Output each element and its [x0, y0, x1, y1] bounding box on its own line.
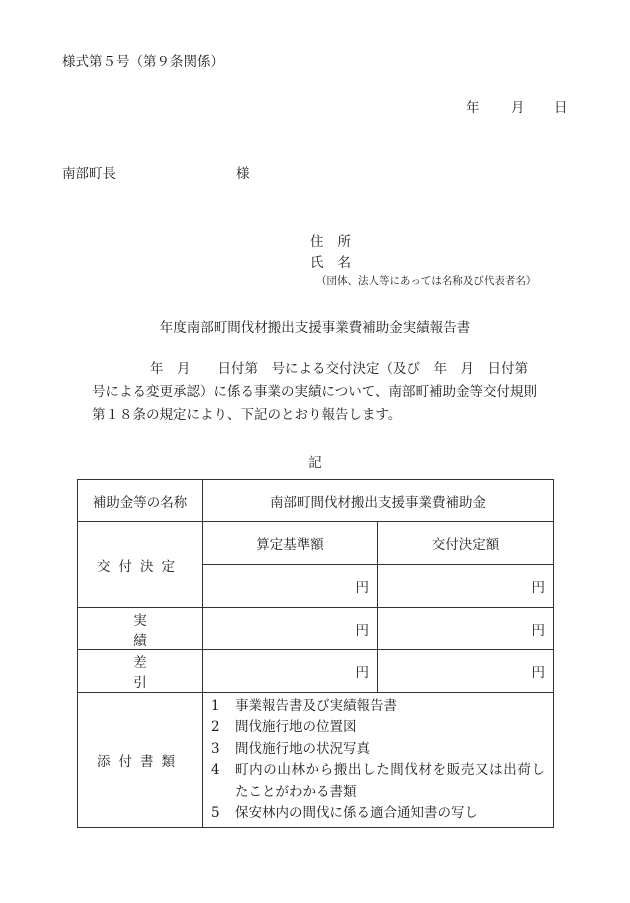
decision-header-row [78, 522, 554, 565]
attachment-number: 2 [211, 719, 220, 735]
attachment-item [211, 717, 545, 739]
date-year-label: 年 [466, 100, 480, 116]
attachment-text: 間伐施行地の状況写真 [235, 740, 370, 757]
addressee-honorific: 様 [236, 166, 250, 182]
actual-label: 実績 [78, 608, 203, 650]
subsidy-name-row [78, 480, 554, 522]
body-line-1: 年 月 日付第 号による交付決定（及び 年 月 日付第 [150, 361, 528, 377]
attachment-item [211, 696, 545, 718]
form-number: 様式第５号（第９条関係） [62, 54, 224, 70]
subsidy-name-label: 補助金等の名称 [78, 480, 203, 522]
attachment-number: 4 [211, 762, 220, 778]
subsidy-name-value: 南部町間伐材搬出支援事業費補助金 [203, 480, 554, 522]
attachment-item [211, 803, 545, 825]
difference-label: 差引 [78, 650, 203, 693]
decision-amount-yen: 円 [378, 565, 554, 608]
difference-decision-yen: 円 [378, 650, 554, 693]
date-month-label: 月 [511, 100, 525, 116]
attachment-text: 町内の山林から搬出した間伐材を販売又は出荷したことがわかる書類 [235, 762, 545, 800]
applicant-note: （団体、法人等にあっては名称及び代表者名） [316, 275, 537, 287]
attachments-label: 添付書類 [78, 693, 203, 828]
attachment-number: 5 [211, 805, 220, 821]
body-line-2: 号による変更承認）に係る事業の実績について、南部町補助金等交付規則 [92, 384, 537, 400]
applicant-name-label: 氏名 [310, 255, 365, 271]
attachments-row [78, 693, 554, 828]
actual-row [78, 608, 554, 650]
attachment-text: 事業報告書及び実績報告書 [235, 697, 397, 714]
decision-amount-header: 交付決定額 [378, 522, 554, 565]
date-day-label: 日 [554, 100, 568, 116]
attachments-list [203, 693, 554, 828]
decision-standard-yen: 円 [203, 565, 378, 608]
difference-standard-yen: 円 [203, 650, 378, 693]
standard-amount-header: 算定基準額 [203, 522, 378, 565]
attachment-text: 間伐施行地の位置図 [235, 719, 357, 735]
actual-decision-yen: 円 [378, 608, 554, 650]
addressee-name: 南部町長 [62, 166, 116, 182]
body-paragraph [92, 358, 560, 427]
attachment-text: 保安林内の間伐に係る適合通知書の写し [235, 805, 478, 821]
actual-standard-yen: 円 [203, 608, 378, 650]
report-table [77, 479, 554, 828]
attachment-item [211, 760, 545, 803]
ki-heading: 記 [308, 455, 322, 471]
attachment-number: 1 [211, 697, 220, 714]
body-line-3: 第１８条の規定により、下記のとおり報告します。 [92, 407, 402, 423]
applicant-address-label: 住所 [310, 234, 365, 250]
attachment-item [211, 739, 545, 761]
attachment-number: 3 [211, 740, 220, 757]
difference-row [78, 650, 554, 693]
document-title: 年度南部町間伐材搬出支援事業費補助金実績報告書 [159, 320, 471, 336]
decision-label: 交付決定 [78, 522, 203, 608]
